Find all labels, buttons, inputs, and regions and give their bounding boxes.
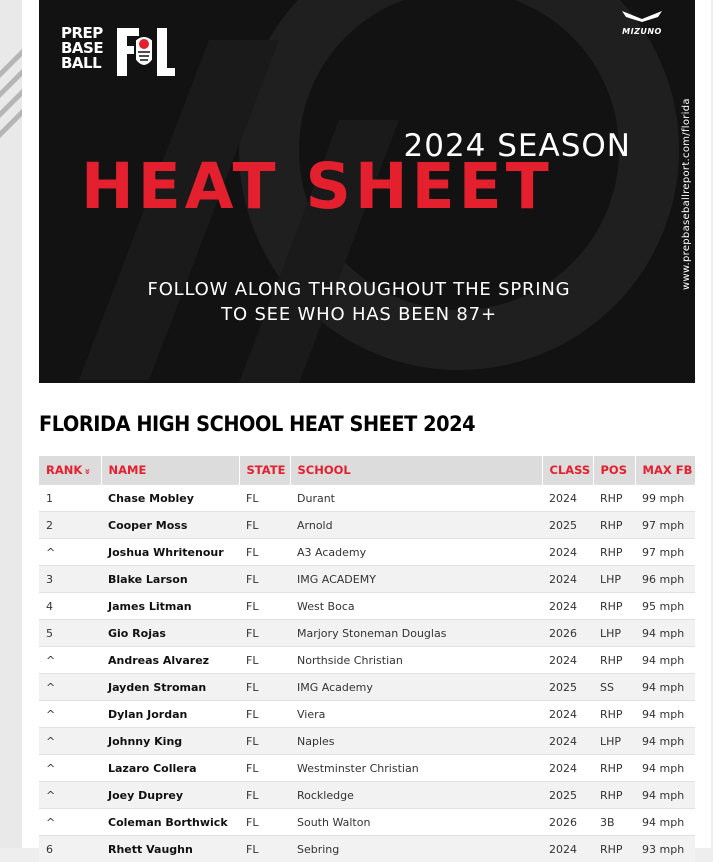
cell-school: Naples <box>290 728 542 755</box>
cell-class: 2024 <box>542 647 593 674</box>
cell-pos: RHP <box>593 593 635 620</box>
cell-pos: LHP <box>593 728 635 755</box>
chevron-double-down-icon: » <box>82 468 93 474</box>
cell-school: Westminster Christian <box>290 755 542 782</box>
cell-rank: 2 <box>39 512 101 539</box>
cell-name: Lazaro Collera <box>101 755 239 782</box>
cell-maxfb: 94 mph <box>635 782 695 809</box>
mizuno-logo <box>617 8 667 36</box>
cell-pos: LHP <box>593 566 635 593</box>
cell-rank: ^ <box>39 701 101 728</box>
website-url <box>681 90 693 290</box>
cell-state: FL <box>239 566 290 593</box>
table-row <box>39 539 695 566</box>
column-header-pos[interactable]: POS <box>593 456 635 485</box>
cell-maxfb: 94 mph <box>635 809 695 836</box>
cell-rank: ^ <box>39 539 101 566</box>
cell-name: Joshua Whritenour <box>101 539 239 566</box>
table-row <box>39 836 695 862</box>
mizuno-wordmark: MIZUNO <box>617 27 667 36</box>
cell-pos: RHP <box>593 512 635 539</box>
cell-class: 2024 <box>542 836 593 862</box>
table-row <box>39 701 695 728</box>
cell-rank: 4 <box>39 593 101 620</box>
cell-state: FL <box>239 701 290 728</box>
article-page <box>22 0 711 848</box>
cell-maxfb: 94 mph <box>635 701 695 728</box>
cell-school: Marjory Stoneman Douglas <box>290 620 542 647</box>
cell-name: James Litman <box>101 593 239 620</box>
cell-class: 2024 <box>542 539 593 566</box>
cell-class: 2026 <box>542 620 593 647</box>
column-header-name[interactable]: NAME <box>101 456 239 485</box>
cell-pos: RHP <box>593 539 635 566</box>
cell-pos: SS <box>593 674 635 701</box>
table-row <box>39 782 695 809</box>
cell-state: FL <box>239 809 290 836</box>
cell-state: FL <box>239 593 290 620</box>
cell-rank: ^ <box>39 728 101 755</box>
cell-class: 2025 <box>542 782 593 809</box>
cell-rank: 6 <box>39 836 101 862</box>
banner-title: HEAT SHEET <box>81 150 553 223</box>
table-row <box>39 674 695 701</box>
table-row <box>39 728 695 755</box>
cell-rank: ^ <box>39 647 101 674</box>
column-header-school[interactable]: SCHOOL <box>290 456 542 485</box>
cell-school: IMG ACADEMY <box>290 566 542 593</box>
cell-class: 2024 <box>542 755 593 782</box>
cell-class: 2024 <box>542 485 593 512</box>
cell-state: FL <box>239 836 290 862</box>
cell-school: IMG Academy <box>290 674 542 701</box>
cell-pos: RHP <box>593 782 635 809</box>
tagline-line-1: FOLLOW ALONG THROUGHOUT THE SPRING <box>39 277 679 302</box>
cell-state: FL <box>239 539 290 566</box>
cell-school: Durant <box>290 485 542 512</box>
table-row <box>39 620 695 647</box>
cell-maxfb: 93 mph <box>635 836 695 862</box>
cell-maxfb: 94 mph <box>635 647 695 674</box>
cell-maxfb: 95 mph <box>635 593 695 620</box>
table-row <box>39 593 695 620</box>
cell-name: Blake Larson <box>101 566 239 593</box>
column-header-rank[interactable]: RANK» <box>39 456 101 485</box>
heat-sheet-table <box>39 456 695 862</box>
cell-school: Sebring <box>290 836 542 862</box>
cell-class: 2024 <box>542 701 593 728</box>
prep-baseball-logo <box>61 26 103 71</box>
cell-school: South Walton <box>290 809 542 836</box>
cell-maxfb: 94 mph <box>635 728 695 755</box>
cell-state: FL <box>239 674 290 701</box>
cell-pos: RHP <box>593 836 635 862</box>
cell-pos: RHP <box>593 485 635 512</box>
cell-class: 2025 <box>542 674 593 701</box>
cell-school: Northside Christian <box>290 647 542 674</box>
cell-pos: LHP <box>593 620 635 647</box>
cell-class: 2024 <box>542 566 593 593</box>
cell-state: FL <box>239 485 290 512</box>
cell-name: Jayden Stroman <box>101 674 239 701</box>
cell-maxfb: 94 mph <box>635 755 695 782</box>
cell-school: West Boca <box>290 593 542 620</box>
cell-state: FL <box>239 755 290 782</box>
column-header-state[interactable]: STATE <box>239 456 290 485</box>
cell-name: Joey Duprey <box>101 782 239 809</box>
table-row <box>39 755 695 782</box>
cell-name: Andreas Alvarez <box>101 647 239 674</box>
table-row <box>39 485 695 512</box>
cell-class: 2025 <box>542 512 593 539</box>
page-title: FLORIDA HIGH SCHOOL HEAT SHEET 2024 <box>39 412 475 436</box>
cell-name: Cooper Moss <box>101 512 239 539</box>
cell-rank: 5 <box>39 620 101 647</box>
logo-line-prep: PREP <box>61 26 103 41</box>
table-row <box>39 647 695 674</box>
fl-shield-icon <box>111 26 175 78</box>
cell-class: 2026 <box>542 809 593 836</box>
cell-name: Dylan Jordan <box>101 701 239 728</box>
cell-class: 2024 <box>542 728 593 755</box>
logo-line-ball: BALL <box>61 56 103 71</box>
tagline-line-2: TO SEE WHO HAS BEEN 87+ <box>39 302 679 327</box>
cell-name: Chase Mobley <box>101 485 239 512</box>
logo-line-base: BASE <box>61 41 103 56</box>
cell-maxfb: 99 mph <box>635 485 695 512</box>
cell-rank: 3 <box>39 566 101 593</box>
page-edge-decoration <box>0 0 22 848</box>
cell-school: Viera <box>290 701 542 728</box>
cell-school: A3 Academy <box>290 539 542 566</box>
cell-pos: RHP <box>593 755 635 782</box>
cell-rank: ^ <box>39 674 101 701</box>
cell-state: FL <box>239 647 290 674</box>
cell-maxfb: 94 mph <box>635 620 695 647</box>
cell-state: FL <box>239 728 290 755</box>
column-header-class[interactable]: CLASS <box>542 456 593 485</box>
cell-pos: RHP <box>593 647 635 674</box>
table-header-row <box>39 456 695 485</box>
cell-name: Johnny King <box>101 728 239 755</box>
cell-class: 2024 <box>542 593 593 620</box>
cell-rank: ^ <box>39 755 101 782</box>
cell-maxfb: 97 mph <box>635 512 695 539</box>
table-row <box>39 566 695 593</box>
cell-pos: 3B <box>593 809 635 836</box>
cell-maxfb: 94 mph <box>635 674 695 701</box>
heat-sheet-banner <box>39 0 695 383</box>
cell-name: Rhett Vaughn <box>101 836 239 862</box>
cell-rank: ^ <box>39 809 101 836</box>
season-label: 2024 SEASON <box>404 128 632 164</box>
banner-tagline <box>39 277 679 327</box>
cell-name: Gio Rojas <box>101 620 239 647</box>
cell-maxfb: 96 mph <box>635 566 695 593</box>
cell-pos: RHP <box>593 701 635 728</box>
mizuno-runbird-icon <box>620 9 664 23</box>
cell-maxfb: 97 mph <box>635 539 695 566</box>
cell-state: FL <box>239 782 290 809</box>
cell-state: FL <box>239 620 290 647</box>
cell-state: FL <box>239 512 290 539</box>
column-header-max-fb[interactable]: MAX FB <box>635 456 695 485</box>
cell-school: Rockledge <box>290 782 542 809</box>
cell-rank: ^ <box>39 782 101 809</box>
cell-school: Arnold <box>290 512 542 539</box>
website-url-text: www.prepbaseballreport.com/florida <box>681 98 692 290</box>
table-row <box>39 512 695 539</box>
table-row <box>39 809 695 836</box>
cell-name: Coleman Borthwick <box>101 809 239 836</box>
cell-rank: 1 <box>39 485 101 512</box>
